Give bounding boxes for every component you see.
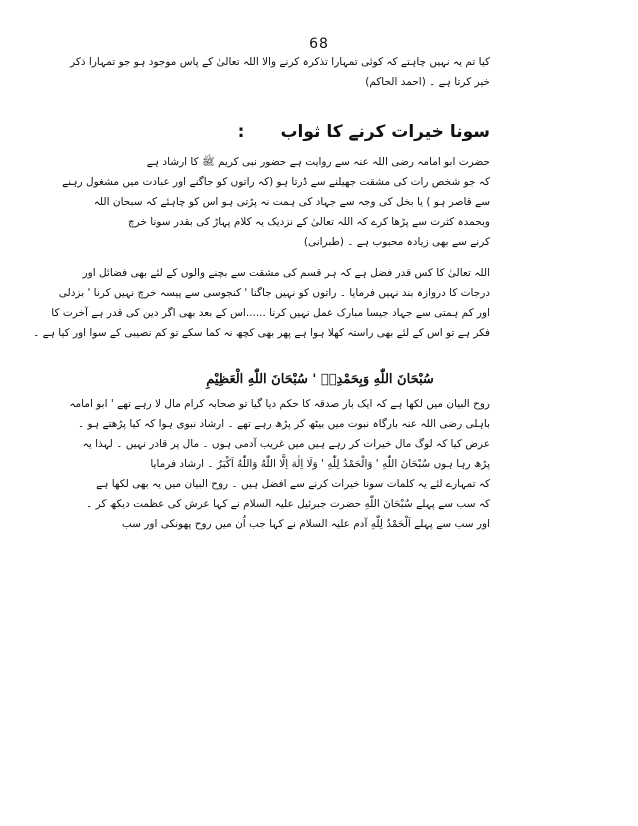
page-number: 68 — [309, 36, 329, 52]
section-heading — [150, 121, 490, 142]
text-line: خیر کرتا ہے ۔ (احمد الحاکم) — [365, 76, 490, 88]
text-line: درجات کا دروازہ بند نہیں فرمایا ۔ راتوں کو نہیں جاگنا ' کنجوسی سے پیسہ خرچ نہیں کرنا ' بزدلی — [58, 287, 490, 299]
hadith-paragraph — [62, 152, 490, 252]
ruh-al-bayan-paragraph — [69, 394, 490, 534]
text-line: اللہ تعالیٰ کا کس قدر فضل ہے کہ ہر قسم کی مشقت سے بچنے والوں کے لئے بھی فضائل اور — [82, 267, 490, 279]
section-heading-title: سونا خیرات کرنے کا ثواب — [280, 122, 490, 142]
text-line: عرض کیا کہ لوگ مال خیرات کر رہے ہیں میں غریب آدمی ہوں ۔ مال پر قادر نہیں ۔ لہذا یہ — [82, 438, 490, 450]
text-line: کہ جو شخص رات کی مشقت جھیلنے سے ڈرتا ہو (کہ راتوں کو جاگنے اور عبادت میں مشغول رہنے — [62, 176, 490, 188]
arabic-invocation: سُبْحَانَ اللّٰهِ وَبِحَمْدِهٖ ' سُبْحَانَ اللّٰهِ الْعَظِيْمِ — [206, 372, 434, 387]
commentary-paragraph — [33, 263, 490, 343]
section-heading-colon: : — [237, 122, 245, 142]
text-line: روح البیان میں لکھا ہے کہ ایک بار صدقہ کا حکم دیا گیا تو صحابہ کرام مال لا رہے تھے ' ابو امامہ — [69, 398, 490, 410]
text-line: سے قاصر ہو ) یا بخل کی وجہ سے جہاد کی ہمت نہ پڑتی ہو اس کو چاہئے کہ سبحان اللہ — [93, 196, 490, 208]
text-line: وبحمدہ کثرت سے پڑھا کرے کہ اللہ تعالیٰ کے نزدیک یہ کلام پہاڑ کی بقدر سونا خرچ — [127, 216, 490, 228]
text-line: کہ سب سے پہلے سُبْحَانَ اللّٰهِ حضرت جبرئیل علیہ السلام نے کہا عرش کی عظمت دیکھ کر ۔ — [86, 498, 490, 510]
text-line: کیا تم یہ نہیں چاہتے کہ کوئی تمہارا تذکرہ کرنے والا اللہ تعالیٰ کے پاس موجود ہو جو تمہارا ذکر — [70, 56, 490, 68]
text-line: اور کم ہمتی سے جہاد جیسا مبارک عمل نہیں کرنا ......اس کے بعد بھی اگر دین کی قدر ہے آخرت کا — [51, 307, 490, 319]
text-line: اور سب سے پہلے اَلْحَمْدُ لِلّٰهِ آدم علیہ السلام نے کہا جب اُن میں روح پھونکی اور سب — [121, 518, 490, 530]
text-line: کرنے سے بھی زیادہ محبوب ہے ۔ (طبرانی) — [303, 236, 490, 248]
text-line: پڑھ رہا ہوں سُبْحَانَ اللّٰهِ ' وَالْحَمْدُ لِلّٰهِ ' وَلَا اِلٰهَ اِلَّا اللّٰهُ وَاللّٰهُ اَكْبَرُ ۔ ارشاد فرمایا — [150, 458, 490, 470]
text-line: باہلی رضی اللہ عنہ بارگاہ نبوت میں بیٹھ کر پڑھ رہے تھے ۔ ارشاد نبوی ہوا کہ کیا پڑھتے ہو ۔ — [78, 418, 490, 430]
text-line: کہ تمہارے لئے یہ کلمات سونا خیرات کرنے سے افضل ہیں ۔ روح البیان میں یہ بھی لکھا ہے — [96, 478, 490, 490]
text-line: فکر ہے تو اس کے لئے بھی راستہ کھلا ہوا ہے پھر بھی کچھ نہ کما سکے تو کم نصیبی کے سوا اور کیا ہے ۔ — [33, 327, 490, 339]
text-line: حضرت ابو امامہ رضی اللہ عنہ سے روایت ہے حضور نبی کریم ﷺ کا ارشاد ہے — [146, 156, 490, 168]
opening-paragraph — [70, 52, 490, 92]
